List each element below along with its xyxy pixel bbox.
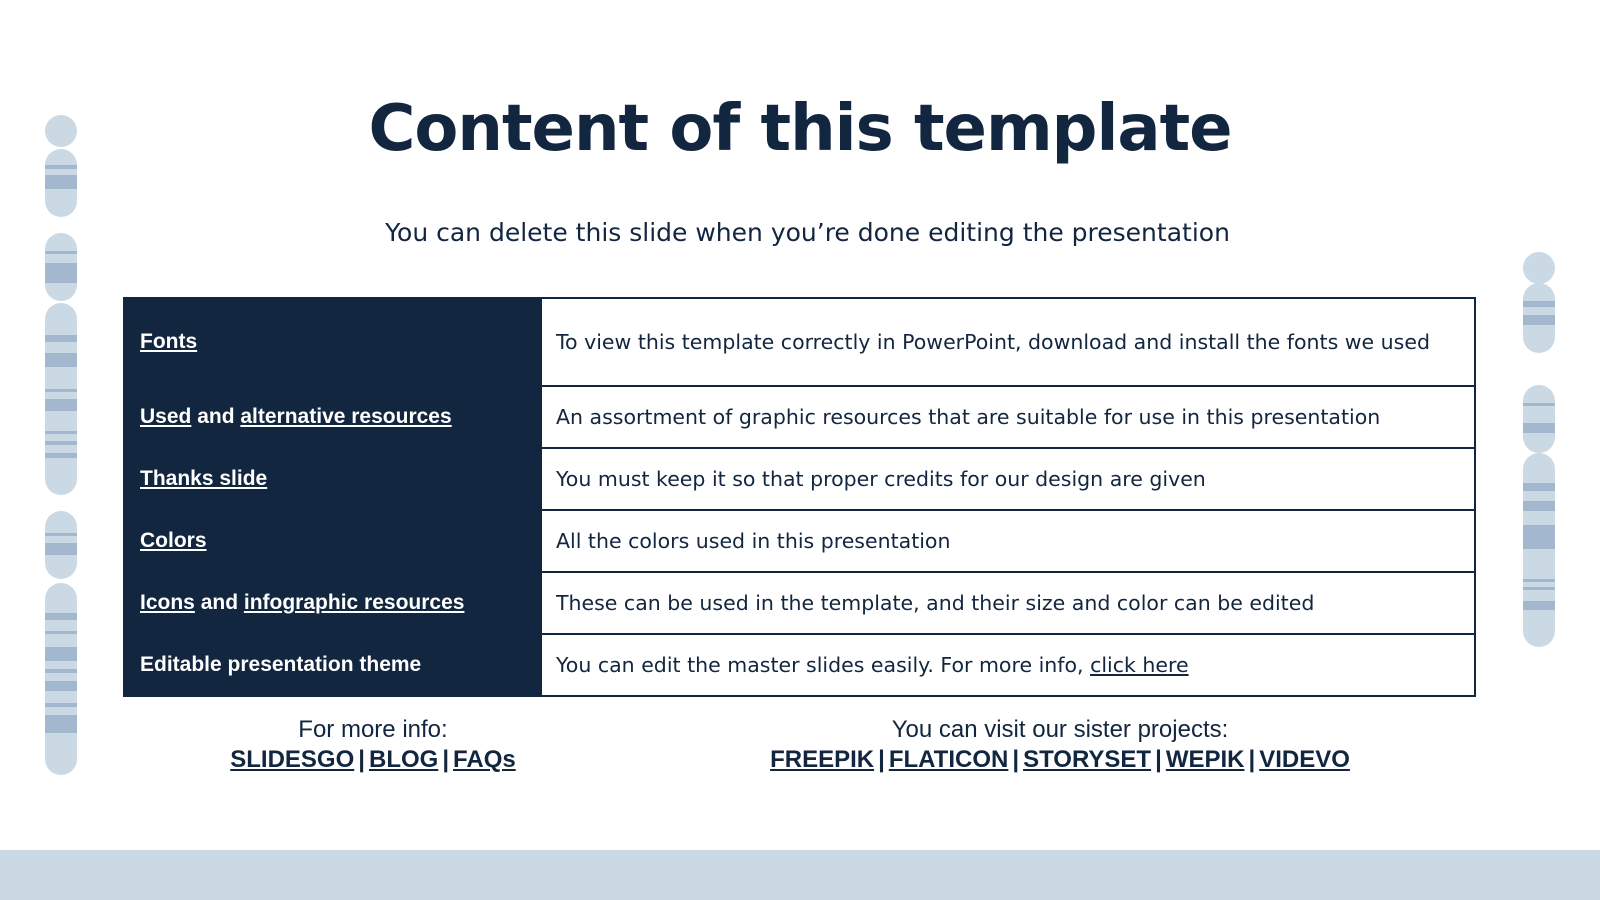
page-title: Content of this template	[368, 92, 1232, 166]
link-separator: |	[442, 746, 450, 773]
link-separator: |	[1248, 746, 1256, 773]
row-description: To view this template correctly in PowerPoint, download and install the fonts we used	[541, 298, 1475, 386]
row-key	[124, 448, 541, 510]
and-text: and	[194, 591, 244, 614]
row-description: An assortment of graphic resources that are suitable for use in this presentation	[541, 386, 1475, 448]
row-key	[124, 634, 541, 696]
icons-link[interactable]: Icons	[140, 591, 195, 614]
colors-link[interactable]: Colors	[140, 529, 207, 552]
sister-projects-links	[710, 745, 1410, 775]
row-description: All the colors used in this presentation	[541, 510, 1475, 572]
used-resources-link[interactable]: Used	[140, 405, 192, 428]
link-separator: |	[1012, 746, 1020, 773]
and-text: and	[191, 405, 241, 428]
table-row-fonts	[124, 298, 1475, 386]
faqs-link[interactable]: FAQs	[453, 746, 516, 773]
row-description	[541, 634, 1475, 696]
videvo-link[interactable]: VIDEVO	[1259, 746, 1350, 773]
row-key	[124, 298, 541, 386]
row-description: These can be used in the template, and their size and color can be edited	[541, 572, 1475, 634]
link-separator: |	[878, 746, 885, 773]
content-table	[123, 297, 1476, 697]
editable-theme-label: Editable presentation theme	[140, 653, 422, 676]
blog-link[interactable]: BLOG	[369, 746, 439, 773]
row-key	[124, 510, 541, 572]
chromosome-left-decoration	[44, 113, 78, 783]
wepik-link[interactable]: WEPIK	[1165, 746, 1245, 773]
freepik-link[interactable]: FREEPIK	[770, 746, 875, 773]
slidesgo-link[interactable]: SLIDESGO	[230, 746, 355, 773]
flaticon-link[interactable]: FLATICON	[888, 746, 1009, 773]
more-info-links	[173, 745, 573, 775]
table-row-resources	[124, 386, 1475, 448]
link-separator: |	[1155, 746, 1162, 773]
page-subtitle: You can delete this slide when you’re done editing the presentation	[385, 218, 1230, 247]
sister-projects-label: You can visit our sister projects:	[891, 716, 1229, 743]
row-key	[124, 386, 541, 448]
table-row-colors	[124, 510, 1475, 572]
link-separator: |	[358, 746, 365, 773]
chromosome-right-decoration	[1522, 251, 1556, 651]
theme-description: You can edit the master slides easily. For more info,	[556, 653, 1091, 677]
infographic-resources-link[interactable]: infographic resources	[243, 591, 465, 614]
footer-more-info	[173, 715, 573, 775]
table-row-thanks	[124, 448, 1475, 510]
alternative-resources-link[interactable]: alternative resources	[240, 405, 452, 428]
table-row-icons	[124, 572, 1475, 634]
fonts-link[interactable]: Fonts	[140, 330, 198, 353]
more-info-label: For more info:	[298, 716, 448, 743]
footer-sister-projects	[710, 715, 1410, 775]
row-description: You must keep it so that proper credits for our design are given	[541, 448, 1475, 510]
table-row-theme	[124, 634, 1475, 696]
row-key	[124, 572, 541, 634]
bottom-band	[0, 850, 1600, 900]
thanks-slide-link[interactable]: Thanks slide	[140, 467, 268, 490]
click-here-link[interactable]: click here	[1090, 653, 1189, 677]
storyset-link[interactable]: STORYSET	[1023, 746, 1152, 773]
